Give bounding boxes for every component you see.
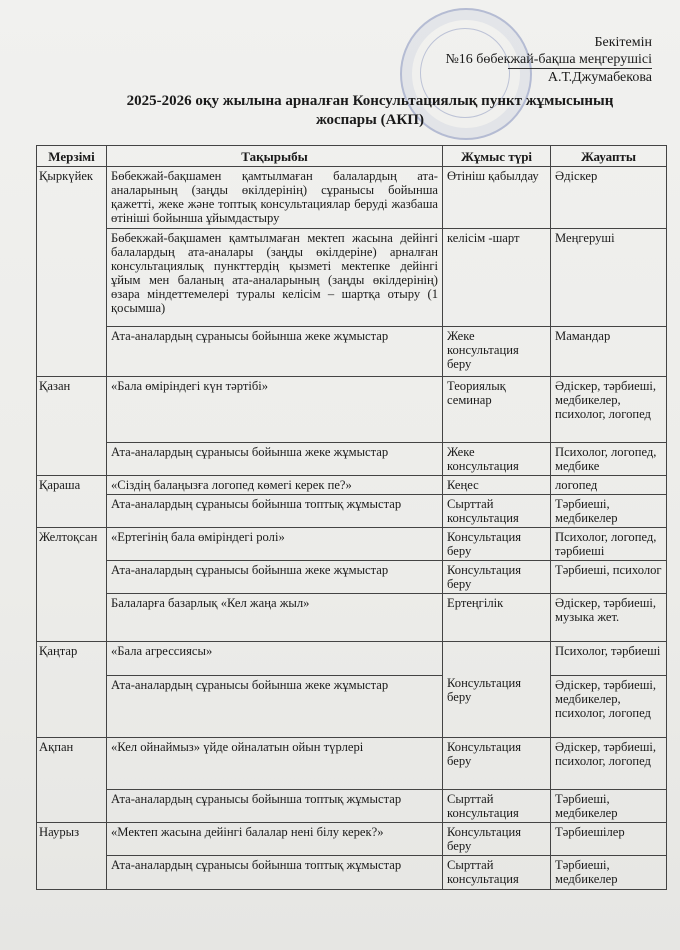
topic-cell: Ата-аналардың сұранысы бойынша жеке жұмыстар — [107, 676, 443, 738]
table-row — [37, 443, 667, 476]
topic-cell: Бөбекжай-бақшамен қамтылмаған мектеп жасына дейінгі балалардың ата-аналары (заңды өкілдеріне) арналған консультациялық пункттердің қызметі мектепке дейінгі ұйым мен баланың ата-аналарының (заңды өкілдерінің) өзара міндеттемелері туралы келісім – шартқа отыру (1 қосымша) — [107, 229, 443, 327]
month-cell: Қаңтар — [37, 642, 107, 738]
approval-signature-name: А.Т.Джумабекова — [508, 68, 652, 86]
month-cell: Ақпан — [37, 738, 107, 823]
responsible-cell: Әдіскер, тәрбиеші, музыка жет. — [551, 594, 667, 642]
plan-table — [36, 145, 667, 890]
approval-block — [445, 34, 652, 86]
work-type-cell: Жеке консультация беру — [443, 327, 551, 377]
table-row — [37, 495, 667, 528]
month-cell: Қазан — [37, 377, 107, 476]
table-row — [37, 327, 667, 377]
approval-line-2: №16 бөбекжай-бақша меңгерушісі — [445, 52, 652, 67]
table-row — [37, 594, 667, 642]
header-term: Мерзімі — [37, 146, 107, 167]
work-type-cell: Консультация беру — [443, 528, 551, 561]
responsible-cell: Тәрбиеші, медбикелер — [551, 856, 667, 890]
work-type-cell: Сырттай консультация — [443, 856, 551, 890]
topic-cell: Ата-аналардың сұранысы бойынша жеке жұмыстар — [107, 561, 443, 594]
work-type-cell: Кеңес — [443, 476, 551, 495]
month-cell: Қыркүйек — [37, 167, 107, 377]
work-type-cell: Ертеңгілік — [443, 594, 551, 642]
responsible-cell: Тәрбиеші, психолог — [551, 561, 667, 594]
responsible-cell: Әдіскер, тәрбиеші, психолог, логопед — [551, 738, 667, 790]
table-row — [37, 528, 667, 561]
table-row — [37, 561, 667, 594]
responsible-cell: Психолог, логопед, медбике — [551, 443, 667, 476]
responsible-cell: Тәрбиешілер — [551, 823, 667, 856]
month-cell: Наурыз — [37, 823, 107, 890]
work-type-cell: Өтініш қабылдау — [443, 167, 551, 229]
table-row — [37, 167, 667, 229]
topic-cell: Ата-аналардың сұранысы бойынша топтық жұмыстар — [107, 495, 443, 528]
work-type-cell: Теориялық семинар — [443, 377, 551, 443]
responsible-cell: Әдіскер, тәрбиеші, медбикелер, психолог, логопед — [551, 676, 667, 738]
table-row — [37, 790, 667, 823]
work-type-cell: Сырттай консультация — [443, 790, 551, 823]
topic-cell: «Бала өміріндегі күн тәртібі» — [107, 377, 443, 443]
responsible-cell: Психолог, логопед, тәрбиеші — [551, 528, 667, 561]
document-title — [90, 92, 650, 130]
header-responsible: Жауапты — [551, 146, 667, 167]
work-type-cell: Консультация беру — [443, 642, 551, 738]
topic-cell: Ата-аналардың сұранысы бойынша топтық жұмыстар — [107, 856, 443, 890]
table-row — [37, 476, 667, 495]
topic-cell: Ата-аналардың сұранысы бойынша топтық жұмыстар — [107, 790, 443, 823]
table-header-row — [37, 146, 667, 167]
topic-cell: Бөбекжай-бақшамен қамтылмаған балалардың ата-аналарының (заңды өкілдерінің) сұранысы бойынша қажетті, жеке және топтық консультациялар беруді жазбаша өтініші бойынша ұйымдастыру — [107, 167, 443, 229]
topic-cell: «Бала агрессиясы» — [107, 642, 443, 676]
work-type-cell: Консультация беру — [443, 823, 551, 856]
approval-line-1: Бекітемін — [594, 35, 652, 50]
table-row — [37, 377, 667, 443]
table-row — [37, 856, 667, 890]
work-type-cell: Консультация беру — [443, 738, 551, 790]
table-row — [37, 229, 667, 327]
table-row — [37, 642, 667, 676]
topic-cell: «Сіздің балаңызға логопед көмегі керек пе?» — [107, 476, 443, 495]
work-type-cell: Жеке консультация — [443, 443, 551, 476]
topic-cell: Ата-аналардың сұранысы бойынша жеке жұмыстар — [107, 443, 443, 476]
responsible-cell: Мамандар — [551, 327, 667, 377]
work-type-cell: келісім -шарт — [443, 229, 551, 327]
month-cell: Желтоқсан — [37, 528, 107, 642]
title-line-1: 2025-2026 оқу жылына арналған Консультациялық пункт жұмысының — [126, 93, 614, 109]
topic-cell: Ата-аналардың сұранысы бойынша жеке жұмыстар — [107, 327, 443, 377]
header-work-type: Жұмыс түрі — [443, 146, 551, 167]
work-type-cell: Консультация беру — [443, 561, 551, 594]
topic-cell: «Мектеп жасына дейінгі балалар нені білу керек?» — [107, 823, 443, 856]
responsible-cell: Әдіскер, тәрбиеші, медбикелер, психолог, логопед — [551, 377, 667, 443]
topic-cell: «Ертегінің бала өміріндегі ролі» — [107, 528, 443, 561]
responsible-cell: Тәрбиеші, медбикелер — [551, 495, 667, 528]
table-row — [37, 738, 667, 790]
table-row — [37, 676, 667, 738]
responsible-cell: Психолог, тәрбиеші — [551, 642, 667, 676]
title-line-2: жоспары (АКП) — [316, 112, 424, 128]
header-topic: Тақырыбы — [107, 146, 443, 167]
responsible-cell: Әдіскер — [551, 167, 667, 229]
topic-cell: Балаларға базарлық «Кел жаңа жыл» — [107, 594, 443, 642]
responsible-cell: логопед — [551, 476, 667, 495]
work-type-cell: Сырттай консультация — [443, 495, 551, 528]
topic-cell: «Кел ойнаймыз» үйде ойналатын ойын түрлері — [107, 738, 443, 790]
table-row — [37, 823, 667, 856]
responsible-cell: Меңгеруші — [551, 229, 667, 327]
responsible-cell: Тәрбиеші, медбикелер — [551, 790, 667, 823]
month-cell: Қараша — [37, 476, 107, 528]
